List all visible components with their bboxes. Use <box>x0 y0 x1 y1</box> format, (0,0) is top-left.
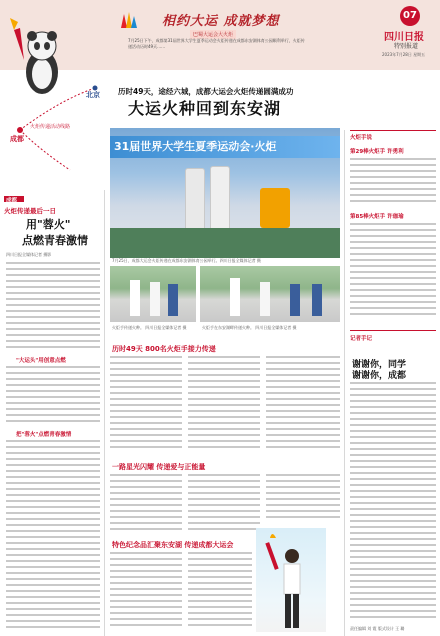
middle-subhead-3: 特色纪念品汇聚东安湖 传递成都大运会 <box>112 541 234 549</box>
left-body-text <box>6 262 100 352</box>
left-subhead-2: 把"蓉火"点燃青春激情 <box>16 432 72 438</box>
city-label-beijing: 北京 <box>86 91 100 99</box>
middle-body-text <box>188 552 252 632</box>
middle-body-text <box>110 474 182 534</box>
right-section-2-header: 记者手记 <box>350 336 373 342</box>
section-tag: 成都 <box>6 198 18 204</box>
route-caption: 火炬传递活动线路 <box>30 124 71 130</box>
middle-subhead-2: 一路星光闪耀 传递爱与正能量 <box>112 463 206 471</box>
right-feature-title-line1: 谢谢你，同学 <box>352 360 407 370</box>
city-label-chengdu: 成都 <box>10 135 24 143</box>
photo-figure <box>260 188 290 228</box>
middle-body-text <box>266 474 340 520</box>
torchbearer-photo <box>256 528 326 632</box>
left-body-text <box>6 366 100 424</box>
right-rule <box>350 330 436 331</box>
left-body-text <box>6 440 100 632</box>
main-photo <box>110 128 340 258</box>
photo-figure <box>168 284 178 316</box>
page-footer: 责任编辑 刘 霞 版式设计 王 璐 <box>350 626 405 631</box>
right-item-1-title: 第29棒火炬手 许勇利 <box>350 149 404 155</box>
photo-greenery <box>110 228 340 258</box>
deck-text: 7月25日下午，成都第31届世界大学生夏季运动会火炬传递在成都东安湖体育公园顺利举行，火炬传递活动历时49天…… <box>128 38 305 49</box>
photo-figure <box>150 282 160 316</box>
photo-figure <box>230 278 240 316</box>
left-headline-line3: 点燃青春激情 <box>22 234 88 247</box>
left-headline-line1: 火炬传递最后一日 <box>4 207 56 215</box>
small-photo-1 <box>110 266 196 322</box>
headline-kicker: 历时49天，途经六城，成都大运会火炬传递圆满成功 <box>118 87 294 96</box>
right-body-text <box>350 382 436 622</box>
torchbearer-figure <box>256 528 326 632</box>
main-headline: 大运火种回到东安湖 <box>128 99 282 118</box>
left-subhead-1: "大运头"用创意点燃 <box>16 358 66 364</box>
edition-label: 特别报道 <box>394 43 419 50</box>
right-section-header: 火炬手说 <box>350 135 373 141</box>
small-photo-2-caption: 火炬手在东安湖畔传递火种。 四川日报全媒体记者 摄 <box>202 325 297 330</box>
page-number: 07 <box>400 6 420 26</box>
photo-figure <box>130 280 140 316</box>
small-photo-2 <box>200 266 340 322</box>
photo-figure <box>312 284 322 316</box>
column-divider <box>344 130 345 636</box>
photo-figure <box>260 282 270 316</box>
middle-subhead-1: 历时49天 800名火炬手接力传递 <box>112 345 216 353</box>
paper-name: 四川日报 <box>384 32 424 43</box>
small-photo-1-caption: 火炬手传递火种。 四川日报全媒体记者 摄 <box>112 325 187 330</box>
middle-body-text <box>110 552 182 632</box>
left-byline: 四川日报全媒体记者 摄影 <box>6 252 52 257</box>
left-headline-line2: 用"蓉火" <box>26 218 71 231</box>
main-photo-caption: 7月25日，成都大运会火炬传递在成都东安湖体育公园举行。四川日报全媒体记者 摄 <box>112 258 261 263</box>
right-item-2-title: 第85棒火炬手 许珈瑜 <box>350 214 404 220</box>
masthead-slogan: 相约大运 成就梦想 <box>162 14 280 29</box>
right-rule <box>350 130 436 131</box>
column-divider <box>104 190 105 636</box>
issue-date: 2023年7月28日 星期五 <box>382 52 426 57</box>
middle-body-text <box>188 356 260 454</box>
right-body-text <box>350 223 436 323</box>
middle-body-text <box>188 474 260 534</box>
middle-body-text <box>266 356 340 454</box>
right-body-text <box>350 158 436 208</box>
photo-banner: 31届世界大学生夏季运动会·火炬 <box>110 136 340 158</box>
right-feature-title-line2: 谢谢你，成都 <box>352 371 407 381</box>
middle-body-text <box>110 356 182 454</box>
photo-figure <box>290 284 300 316</box>
masthead-subtitle: 巴蜀大运会大火炬 <box>190 30 236 39</box>
